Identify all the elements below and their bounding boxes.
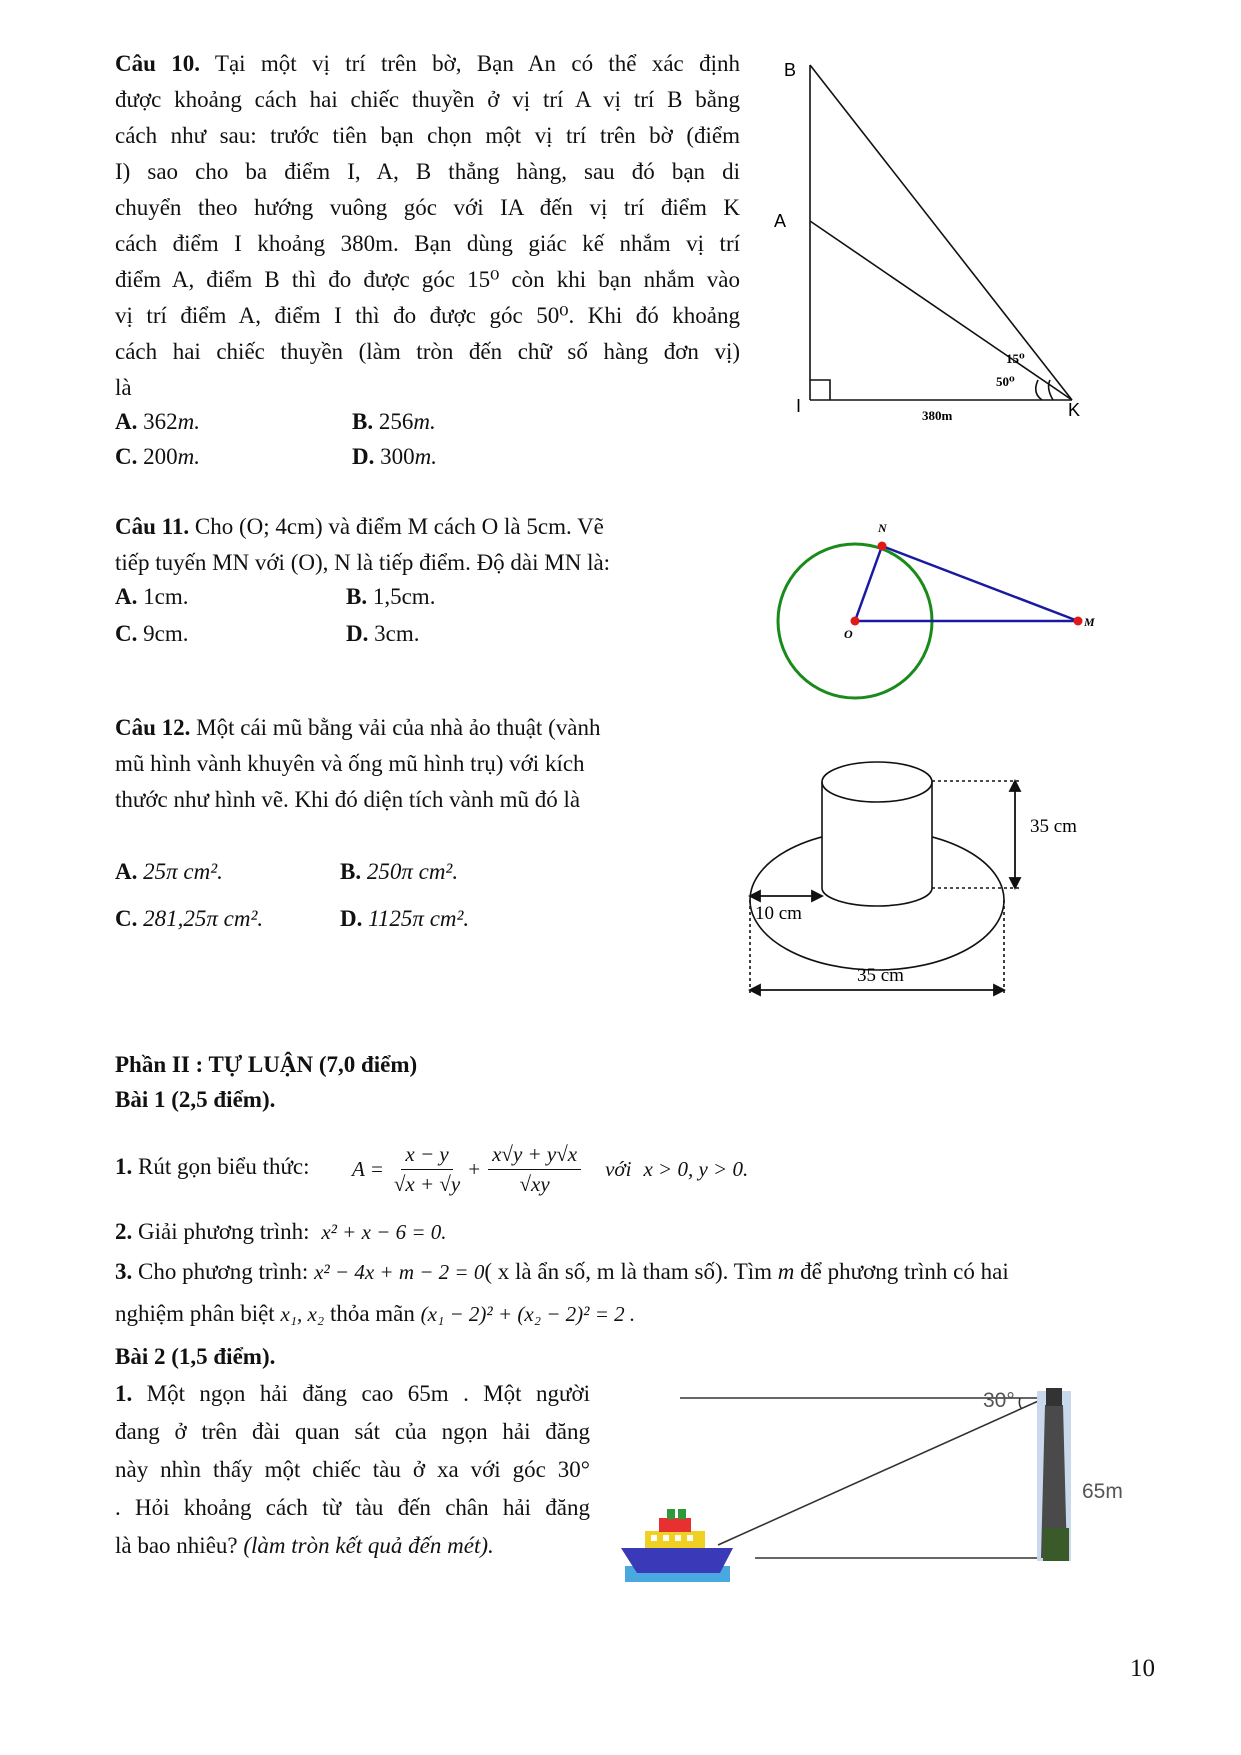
q11-line-1: Câu 11. Cho (O; 4cm) và điểm M cách O là 5cm. Vẽ (115, 514, 604, 539)
height-label: 35 cm (1030, 816, 1077, 837)
cylinder-body (822, 782, 932, 906)
angle-arc-small (1049, 380, 1053, 400)
q12-line-1: Câu 12. Một cái mũ bằng vải của nhà ảo thuật (vành (115, 715, 601, 740)
q12-option-c[interactable]: C. 281,25π cm². (115, 906, 264, 931)
q10-option-a[interactable]: A. 362m. (115, 409, 200, 434)
bai1-item1: 1. Rút gọn biểu thức: (115, 1154, 310, 1179)
bai2-line-5: là bao nhiêu? (làm tròn kết quả đến mét). (115, 1533, 494, 1558)
point-m (1074, 617, 1083, 626)
angle-15: 15⁰ (1006, 351, 1025, 366)
segment-ak (810, 221, 1072, 400)
angle-arc (1019, 1398, 1022, 1409)
q10-line-1: Câu 10. Tại một vị trí trên bờ, Bạn An có thể xác định (115, 51, 740, 76)
label-n: N (878, 521, 887, 535)
label-k: K (1068, 400, 1081, 420)
fraction-1: $\frac{x - y}{√x + √y}$ (393, 1141, 461, 1196)
sight-line (718, 1398, 1045, 1545)
q12-text (115, 710, 685, 818)
q11-text (115, 509, 715, 581)
width-label: 35 cm (857, 965, 904, 986)
q11-label: Câu 11. (115, 514, 190, 539)
segment-bk (810, 65, 1072, 400)
q12-figure (745, 755, 1115, 1005)
bai2-figure (615, 1383, 1135, 1593)
q10-option-b[interactable]: B. 256m. (352, 409, 436, 434)
q10-line-10: là (115, 375, 132, 400)
q10-line-6: cách điểm I khoảng 380m. Bạn dùng giác kế nhắm vị trí (115, 231, 740, 256)
q11-figure (770, 518, 1110, 718)
q10-line-5: chuyển theo hướng vuông góc với IA đến vị trí điểm K (115, 195, 740, 220)
bai1-expression: A = $\frac{x - y}{√x + √y}$ + $\frac{x√y + y√x}{√xy}$ với x > 0, y > 0. (352, 1141, 749, 1196)
label-a: A (774, 211, 787, 231)
bai1-heading: Bài 1 (2,5 điểm). (115, 1087, 276, 1112)
q10-option-c[interactable]: C. 200m. (115, 444, 200, 469)
bai2-line-4: . Hỏi khoảng cách từ tàu đến chân hải đăng (115, 1495, 590, 1520)
q10-line-3: cách như sau: trước tiên bạn chọn một vị trí trên bờ (điểm (115, 123, 740, 148)
q10-line-4: I) sao cho ba điểm I, A, B thẳng hàng, sau đó bạn di (115, 159, 740, 184)
q10-line-2: được khoảng cách hai chiếc thuyền ở vị trí A vị trí B bằng (115, 87, 740, 112)
bai2-line-1: 1. Một ngọn hải đăng cao 65m . Một người (115, 1381, 591, 1406)
segment-on (855, 546, 882, 621)
q10-line-7: điểm A, điểm B thì đo được góc 15⁰ còn khi bạn nhắm vào (115, 267, 740, 292)
bai2-text (115, 1375, 590, 1565)
label-i: I (796, 396, 802, 416)
q12-option-d[interactable]: D. 1125π cm². (340, 906, 470, 931)
q11-option-c[interactable]: C. 9cm. (115, 621, 189, 646)
segment-nm (882, 546, 1078, 621)
fraction-2: $\frac{x√y + y√x}{√xy}$ (488, 1142, 581, 1197)
base-length: 380m (922, 408, 953, 423)
height-label: 65m (1082, 1480, 1123, 1503)
point-n (878, 542, 887, 551)
label-b: B (784, 60, 797, 80)
page-number: 10 (1130, 1655, 1155, 1682)
point-o (851, 617, 860, 626)
part2-heading: Phần II : TỰ LUẬN (7,0 điểm) (115, 1052, 418, 1077)
label-o: O (844, 627, 853, 641)
bai1-item2: 2. Giải phương trình: x² + x − 6 = 0. (115, 1219, 447, 1244)
q11-line-2: tiếp tuyến MN với (O), N là tiếp điểm. Độ dài MN là: (115, 550, 611, 575)
angle-arc (1036, 380, 1042, 400)
bai2-line-2: đang ở trên đài quan sát của ngọn hải đăng (115, 1419, 590, 1444)
q12-line-2: mũ hình vành khuyên và ống mũ hình trụ) với kích (115, 751, 585, 776)
q11-option-d[interactable]: D. 3cm. (346, 621, 420, 646)
q10-figure (770, 55, 1100, 425)
right-angle-mark (810, 380, 830, 400)
bai2-heading: Bài 2 (1,5 điểm). (115, 1344, 276, 1369)
q12-option-a[interactable]: A. 25π cm². (115, 859, 223, 884)
brim-label: 10 cm (755, 903, 802, 924)
q10-line-8: vị trí điểm A, điểm I thì đo được góc 50⁰. Khi đó khoảng (115, 303, 740, 328)
bai1-item3-line2: nghiệm phân biệt x₁, x₂ thỏa mãn (x₁ − 2)² + (x₂ − 2)² = 2 . (115, 1301, 636, 1326)
q11-option-a[interactable]: A. 1cm. (115, 584, 189, 609)
angle-label: 30° (983, 1389, 1015, 1412)
angle-50: 50⁰ (996, 374, 1015, 389)
bai1-item3: 3. Cho phương trình: x² − 4x + m − 2 = 0( x là ẩn số, m là tham số). Tìm m để phương trình có hai (115, 1259, 1009, 1284)
q10-line-9: cách hai chiếc thuyền (làm tròn đến chữ số hàng đơn vị) (115, 339, 740, 364)
q10-label: Câu 10. (115, 51, 200, 76)
bai2-line-3: này nhìn thấy một chiếc tàu ở xa với góc 30° (115, 1457, 590, 1482)
q12-label: Câu 12. (115, 715, 191, 740)
label-m: M (1084, 615, 1095, 629)
lighthouse (1037, 1388, 1071, 1561)
q10-option-d[interactable]: D. 300m. (352, 444, 437, 469)
q11-option-b[interactable]: B. 1,5cm. (346, 584, 436, 609)
ship-icon (621, 1509, 733, 1582)
q12-line-3: thước như hình vẽ. Khi đó diện tích vành mũ đó là (115, 787, 581, 812)
q10-text (115, 46, 740, 406)
q12-option-b[interactable]: B. 250π cm². (340, 859, 459, 884)
